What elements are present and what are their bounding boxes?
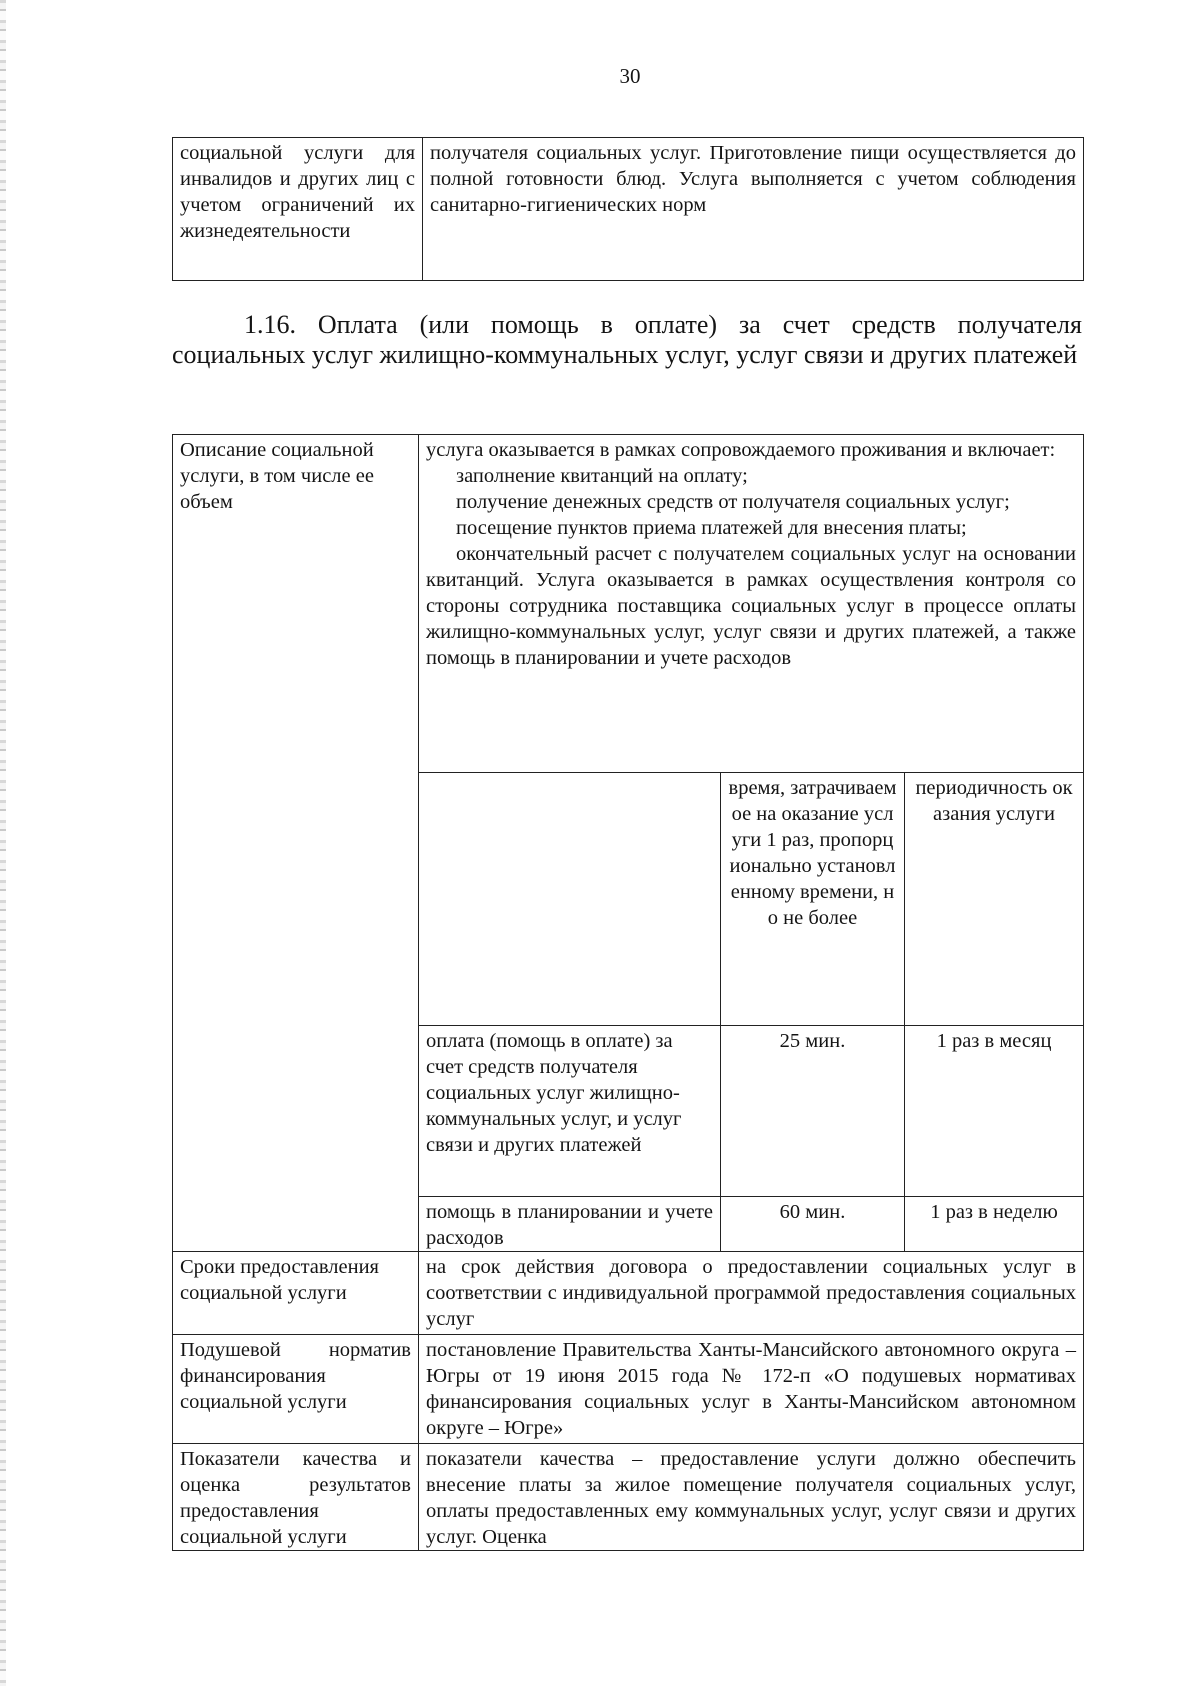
description-label: Описание социальной услуги, в том числе ее объем: [173, 435, 419, 1252]
description-intro: услуга оказывается в рамках сопровождаемого проживания и включает:: [426, 439, 1056, 461]
subtable-header-time: время, затрачиваемое на оказание услуги 1 раз, пропорционально установленному времени, но не более: [721, 773, 905, 1026]
continuation-label: социальной услуги для инвалидов и других лиц с учетом ограничений их жизнедеятельности: [173, 138, 423, 281]
section-heading: 1.16. Оплата (или помощь в оплате) за счет средств получателя социальных услуг жилищно-коммунальных услуг, услуг связи и других платежей: [172, 310, 1082, 369]
subtable-corner: [419, 773, 721, 1026]
row-value: показатели качества – предоставление услуги должно обеспечить внесение платы за жилое помещение получателя социальных услуг, оплаты предоставленных ему коммунальных услуг, услуг связи и других услуг. Оценка: [419, 1444, 1084, 1551]
row-label: Показатели качества и оценка результатов предоставления социальной услуги: [173, 1444, 419, 1551]
description-item: получение денежных средств от получателя социальных услуг;: [456, 491, 1010, 513]
subtable-row-time: 60 мин.: [721, 1197, 905, 1252]
subtable-row-time: 25 мин.: [721, 1026, 905, 1197]
description-item: посещение пунктов приема платежей для внесения платы;: [456, 517, 967, 539]
subtable-row-name: помощь в планировании и учете расходов: [419, 1197, 721, 1252]
row-label: Сроки предоставления социальной услуги: [173, 1252, 419, 1335]
description-item: заполнение квитанций на оплату;: [456, 465, 748, 487]
description-item: окончательный расчет с получателем социальных услуг на основании квитанций. Услуга оказывается в рамках осуществления контроля со стороны сотрудника поставщика социальных услуг в процессе оплаты жилищно-коммунальных услуг, услуг связи и других платежей, а также помощь в планировании и учете расходов: [426, 543, 1077, 669]
subtable-row-period: 1 раз в месяц: [905, 1026, 1084, 1197]
row-value: на срок действия договора о предоставлении социальных услуг в соответствии с индивидуальной программой предоставления социальных услуг: [419, 1252, 1084, 1335]
description-cell: [419, 435, 1084, 773]
subtable-row-name: оплата (помощь в оплате) за счет средств получателя социальных услуг жилищно-коммунальных услуг, и услуг связи и других платежей: [419, 1026, 721, 1197]
scan-edge: [0, 0, 6, 1686]
service-table: [172, 434, 1084, 1551]
row-value: постановление Правительства Ханты-Мансийского автономного округа – Югры от 19 июня 2015 года № 172-п «О подушевых нормативах финансирования социальных услуг в Ханты-Мансийском автономном округе – Югре»: [419, 1335, 1084, 1444]
page-number: 30: [619, 64, 641, 88]
subtable-header-period: периодичность оказания услуги: [905, 773, 1084, 1026]
subtable-row-period: 1 раз в неделю: [905, 1197, 1084, 1252]
continuation-text: получателя социальных услуг. Приготовление пищи осуществляется до полной готовности блюд. Услуга выполняется с учетом соблюдения санитарно-гигиенических норм: [423, 138, 1084, 281]
row-label: Подушевой норматив финансирования социальной услуги: [173, 1335, 419, 1444]
continuation-table: [172, 137, 1084, 281]
